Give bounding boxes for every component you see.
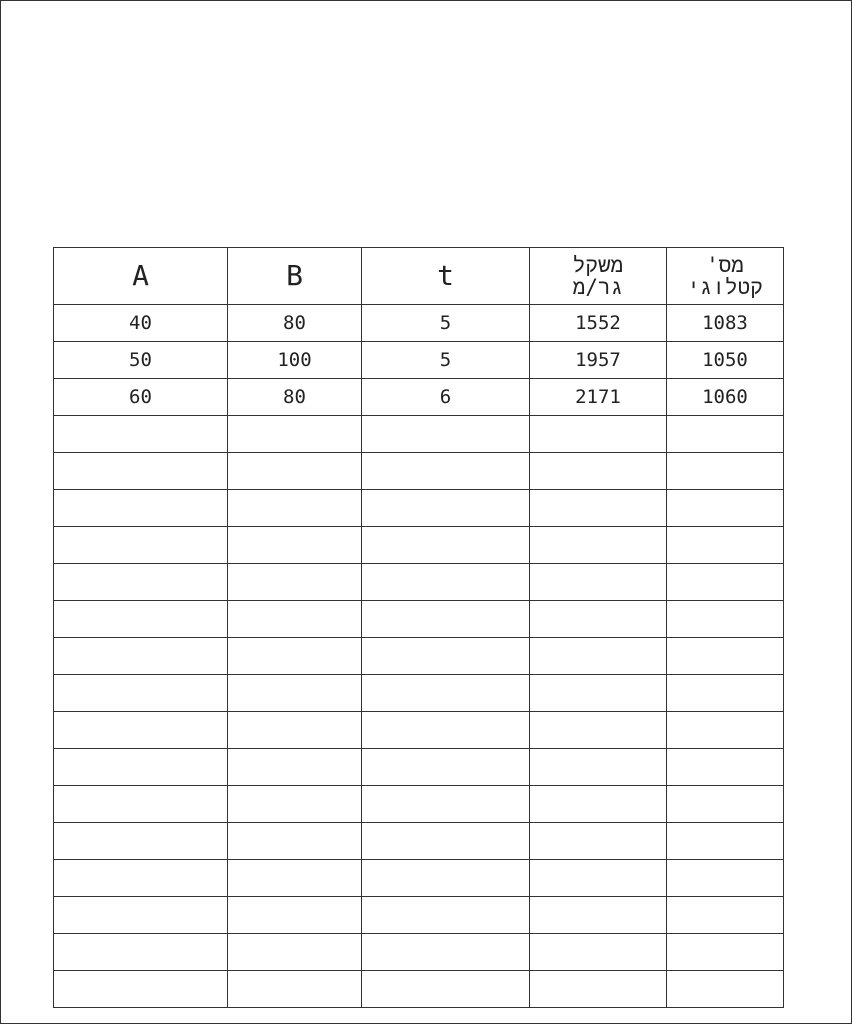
cell-a: 40 (54, 305, 228, 342)
cell-a (54, 712, 228, 749)
cell-b (228, 601, 362, 638)
cell-t (362, 527, 530, 564)
cell-b (228, 934, 362, 971)
cell-weight (530, 934, 667, 971)
cell-catalog (667, 601, 784, 638)
cell-b (228, 564, 362, 601)
cell-b (228, 786, 362, 823)
header-catalog (667, 248, 784, 305)
cell-b (228, 749, 362, 786)
cell-a (54, 675, 228, 712)
cell-catalog (667, 860, 784, 897)
cell-b (228, 490, 362, 527)
empty-table-row (54, 675, 784, 712)
cell-b (228, 675, 362, 712)
cell-b (228, 897, 362, 934)
cell-b (228, 712, 362, 749)
cell-catalog (667, 490, 784, 527)
empty-table-row (54, 823, 784, 860)
header-catalog-line2: קטלוגי (687, 275, 763, 299)
cell-a (54, 638, 228, 675)
cell-a (54, 490, 228, 527)
cell-catalog (667, 897, 784, 934)
cell-t (362, 638, 530, 675)
cell-b (228, 416, 362, 453)
empty-table-row (54, 638, 784, 675)
cell-t (362, 601, 530, 638)
cell-a (54, 971, 228, 1008)
cell-t: 6 (362, 379, 530, 416)
cell-b: 100 (228, 342, 362, 379)
cell-b (228, 527, 362, 564)
cell-a: 60 (54, 379, 228, 416)
cell-weight: 1552 (530, 305, 667, 342)
cell-weight (530, 860, 667, 897)
cell-a (54, 897, 228, 934)
cell-catalog (667, 638, 784, 675)
cell-a (54, 860, 228, 897)
cell-b (228, 860, 362, 897)
empty-table-row (54, 934, 784, 971)
cell-weight: 2171 (530, 379, 667, 416)
cell-a (54, 416, 228, 453)
header-b: B (228, 248, 362, 305)
cell-weight (530, 601, 667, 638)
empty-table-row (54, 564, 784, 601)
cell-catalog (667, 934, 784, 971)
cell-catalog (667, 786, 784, 823)
cell-weight (530, 416, 667, 453)
cell-t (362, 453, 530, 490)
cell-catalog (667, 971, 784, 1008)
empty-table-row (54, 897, 784, 934)
empty-table-row (54, 416, 784, 453)
cell-weight (530, 823, 667, 860)
cell-catalog (667, 416, 784, 453)
cell-weight (530, 712, 667, 749)
table-row (54, 379, 784, 416)
cell-a (54, 786, 228, 823)
empty-table-row (54, 490, 784, 527)
cell-t (362, 897, 530, 934)
cell-catalog (667, 453, 784, 490)
cell-a (54, 564, 228, 601)
cell-t (362, 712, 530, 749)
cell-catalog (667, 712, 784, 749)
cell-weight: 1957 (530, 342, 667, 379)
cell-t (362, 490, 530, 527)
cell-catalog (667, 675, 784, 712)
cell-weight (530, 786, 667, 823)
header-weight-line2: גר/מ (572, 275, 624, 299)
cell-catalog (667, 823, 784, 860)
cell-catalog (667, 564, 784, 601)
cell-weight (530, 749, 667, 786)
cell-t (362, 971, 530, 1008)
cell-t (362, 786, 530, 823)
cell-catalog (667, 527, 784, 564)
cell-weight (530, 453, 667, 490)
empty-table-row (54, 749, 784, 786)
cell-b: 80 (228, 379, 362, 416)
cell-catalog: 1050 (667, 342, 784, 379)
cell-t (362, 675, 530, 712)
table-row (54, 305, 784, 342)
cell-catalog: 1060 (667, 379, 784, 416)
empty-table-row (54, 971, 784, 1008)
header-weight (530, 248, 667, 305)
table-header-row (54, 248, 784, 305)
header-a: A (54, 248, 228, 305)
empty-table-row (54, 453, 784, 490)
empty-table-row (54, 860, 784, 897)
cell-t: 5 (362, 342, 530, 379)
cell-weight (530, 527, 667, 564)
cell-a: 50 (54, 342, 228, 379)
empty-table-row (54, 712, 784, 749)
cell-catalog (667, 749, 784, 786)
table-row (54, 342, 784, 379)
cell-weight (530, 971, 667, 1008)
cell-weight (530, 564, 667, 601)
profile-spec-table (53, 247, 784, 1008)
header-weight-line1: משקל (572, 252, 624, 277)
empty-table-row (54, 601, 784, 638)
header-catalog-line1: מס' (706, 252, 744, 277)
cell-weight (530, 490, 667, 527)
cell-a (54, 934, 228, 971)
header-t: t (362, 248, 530, 305)
cell-t (362, 749, 530, 786)
cell-t (362, 416, 530, 453)
cell-t: 5 (362, 305, 530, 342)
cell-a (54, 601, 228, 638)
empty-table-row (54, 786, 784, 823)
cell-b (228, 638, 362, 675)
cell-b: 80 (228, 305, 362, 342)
cell-a (54, 453, 228, 490)
cell-t (362, 860, 530, 897)
empty-table-row (54, 527, 784, 564)
cell-weight (530, 638, 667, 675)
cell-weight (530, 675, 667, 712)
cell-catalog: 1083 (667, 305, 784, 342)
cell-a (54, 749, 228, 786)
cell-b (228, 453, 362, 490)
cell-t (362, 934, 530, 971)
cell-b (228, 971, 362, 1008)
cell-t (362, 564, 530, 601)
cell-a (54, 823, 228, 860)
cell-a (54, 527, 228, 564)
cell-weight (530, 897, 667, 934)
cell-t (362, 823, 530, 860)
cell-b (228, 823, 362, 860)
